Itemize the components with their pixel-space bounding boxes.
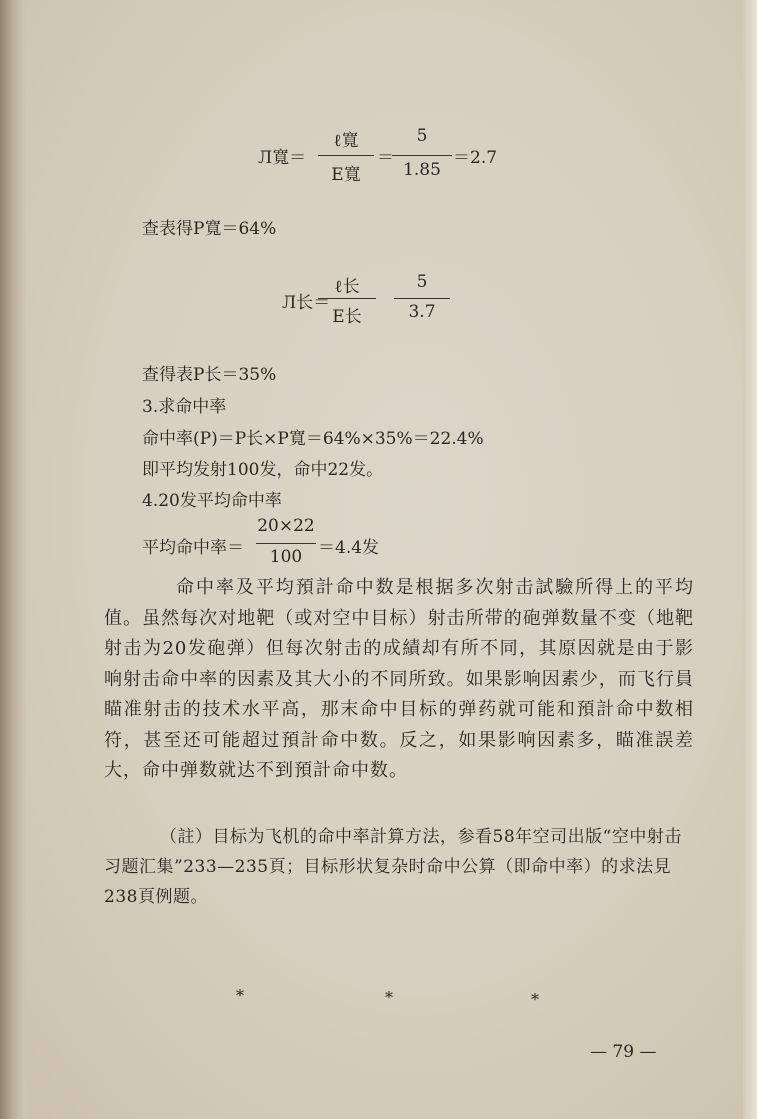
formula-width-den1: E寬	[331, 165, 361, 185]
separator-star: *	[385, 988, 393, 1007]
avg-formula-result: ＝4.4发	[318, 538, 380, 558]
separator-star: *	[236, 986, 244, 1005]
step4-title: 4.20发平均命中率	[142, 491, 282, 511]
formula-length-den1: E长	[332, 307, 362, 327]
hit-rate-line: 命中率(P)＝P长×P寬＝64%×35%＝22.4%	[142, 429, 484, 449]
page-edge	[743, 0, 757, 1119]
lookup-length: 查得表P长＝35%	[142, 365, 277, 385]
separator-star: *	[531, 990, 539, 1009]
avg-formula-num: 20×22	[257, 516, 315, 536]
fraction-bar	[392, 155, 452, 156]
fraction-bar	[394, 298, 450, 299]
footnote: （註）目标为飞机的命中率計算方法，参看58年空司出版“空中射击习题汇集”233—235頁；目标形状复杂时命中公算（即命中率）的求法見238頁例题。	[104, 827, 682, 907]
step3-title: 3.求命中率	[142, 397, 227, 417]
formula-length-den2: 3.7	[408, 302, 436, 322]
hit-rate-result: 即平均发射100发，命中22发。	[142, 460, 384, 480]
page-number: — 79 —	[590, 1042, 657, 1062]
formula-length-lhs: Л长＝	[282, 293, 331, 313]
lookup-width: 查表得P寬＝64%	[142, 219, 277, 239]
formula-length-num2: 5	[416, 272, 428, 292]
formula-width-eq1: ＝	[377, 148, 394, 168]
fraction-bar	[318, 298, 376, 299]
formula-width-num1: ℓ寬	[333, 131, 359, 151]
formula-width-den2: 1.85	[403, 160, 441, 180]
formula-width-result: ＝2.7	[453, 148, 498, 168]
formula-width-lhs: Л寬＝	[258, 148, 307, 168]
fraction-bar	[256, 543, 316, 544]
avg-formula-lhs: 平均命中率＝	[142, 538, 244, 558]
avg-formula-den: 100	[269, 547, 303, 567]
formula-length-num1: ℓ长	[334, 277, 360, 297]
book-spine-shadow	[0, 0, 26, 1119]
fraction-bar	[318, 155, 374, 156]
formula-width-num2: 5	[416, 126, 428, 146]
body-paragraph: 命中率及平均預計命中数是根据多次射击試驗所得上的平均值。虽然每次对地靶（或对空中目标）射击所带的砲弹数量不变（地靶射击为20发砲弹）但每次射击的成績却有所不同，其原因就是由于影响射击命中率的因素及其大小的不同所致。如果影响因素少，而飞行員瞄准射击的技术水平高，那末命中目标的弹药就可能和預計命中数相符，甚至还可能超过預計命中数。反之，如果影响因素多，瞄准誤差大，命中弹数就达不到預計命中数。	[104, 577, 694, 781]
